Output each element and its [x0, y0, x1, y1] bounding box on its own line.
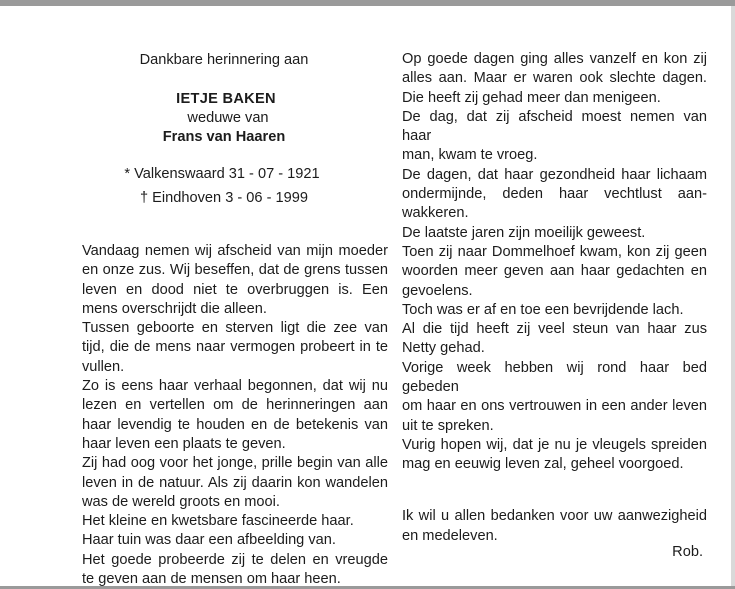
text-line: Het kleine en kwetsbare fascineerde haar. [82, 513, 354, 530]
text-line: was de wereld groots en mooi. [82, 493, 280, 510]
text-line: haar leven een plaats te geven. [82, 435, 286, 452]
left-column-text [82, 242, 388, 589]
text-line: De dag, dat zij afscheid moest nemen van haar [402, 108, 707, 145]
text-line: te geven aan de mensen om haar heen. [82, 571, 341, 588]
text-line: Die heeft zij gehad meer dan menigeen. [402, 89, 661, 106]
text-line: alles aan. Maar er waren ook slechte dagen. [402, 70, 707, 87]
text-line: tijd, die de mens naar vermogen probeert in te [82, 339, 388, 356]
text-line: leven en dood niet te overbruggen is. Een [82, 281, 388, 298]
text-line: om haar en ons vertrouwen in een ander leven [402, 398, 707, 415]
text-line: Op goede dagen ging alles vanzelf en kon zij [402, 51, 707, 67]
text-line: Het goede probeerde zij te delen en vreugde [82, 551, 388, 568]
deceased-name: IETJE BAKEN [176, 91, 276, 107]
birth-line: * Valkenswaard 31 - 07 - 1921 [124, 166, 320, 182]
text-line: Tussen geboorte en sterven ligt die zee van [82, 320, 388, 337]
text-line: Vorige week hebben wij rond haar bed gebeden [402, 359, 707, 396]
intro-text: Dankbare herinnering aan [139, 52, 309, 68]
thanks-text [402, 507, 707, 546]
right-column-text [402, 50, 707, 475]
thanks-line: Ik wil u allen bedanken voor uw aanwezigheid [402, 508, 707, 524]
signature: Rob. [672, 544, 703, 560]
text-line: De dagen, dat haar gezondheid haar lichaam [402, 166, 707, 183]
death-line: † Eindhoven 3 - 06 - 1999 [140, 190, 308, 206]
text-line: woorden meer geven aan haar gedachten en [402, 263, 707, 280]
text-line: ondermijnde, deden haar vechtlust aan- [402, 186, 707, 203]
text-line: en onze zus. Wij beseffen, dat de grens tussen [82, 262, 388, 279]
text-line: Vandaag nemen wij afscheid van mijn moeder [82, 243, 388, 259]
text-line: Toch was er af en toe een bevrijdende lach. [402, 301, 684, 318]
text-line: Al die tijd heeft zij veel steun van haar zus [402, 321, 707, 338]
text-line: mens overschrijdt die alleen. [82, 300, 267, 317]
text-line: mag en eeuwig leven zal, geheel voorgoed. [402, 456, 684, 473]
relation-text: weduwe van [187, 110, 269, 126]
text-line: De laatste jaren zijn moeilijk geweest. [402, 224, 646, 241]
text-line: gevoelens. [402, 282, 473, 299]
text-line: Toen zij naar Dommelhoef kwam, kon zij geen [402, 243, 707, 260]
spouse-name: Frans van Haaren [162, 129, 286, 145]
text-line: wakkeren. [402, 205, 469, 222]
text-line: uit te spreken. [402, 417, 494, 434]
memorial-card [0, 6, 735, 586]
thanks-line: en medeleven. [402, 527, 498, 544]
text-line: Zij had oog voor het jonge, prille begin van alle [82, 455, 388, 472]
text-line: vullen. [82, 358, 125, 375]
text-line: Haar tuin was daar een afbeelding van. [82, 532, 336, 549]
text-line: lezen en vertellen om de herinneringen aan [82, 397, 388, 414]
text-line: Vurig hopen wij, dat je nu je vleugels spreiden [402, 436, 707, 453]
text-line: man, kwam te vroeg. [402, 147, 538, 164]
text-line: haar levendig te houden en de betekenis van [82, 416, 388, 433]
text-line: Zo is eens haar verhaal begonnen, dat wij nu [82, 378, 388, 395]
text-line: leven in de natuur. Als zij daarin kon wandelen [82, 474, 388, 491]
text-line: Netty gehad. [402, 340, 485, 357]
